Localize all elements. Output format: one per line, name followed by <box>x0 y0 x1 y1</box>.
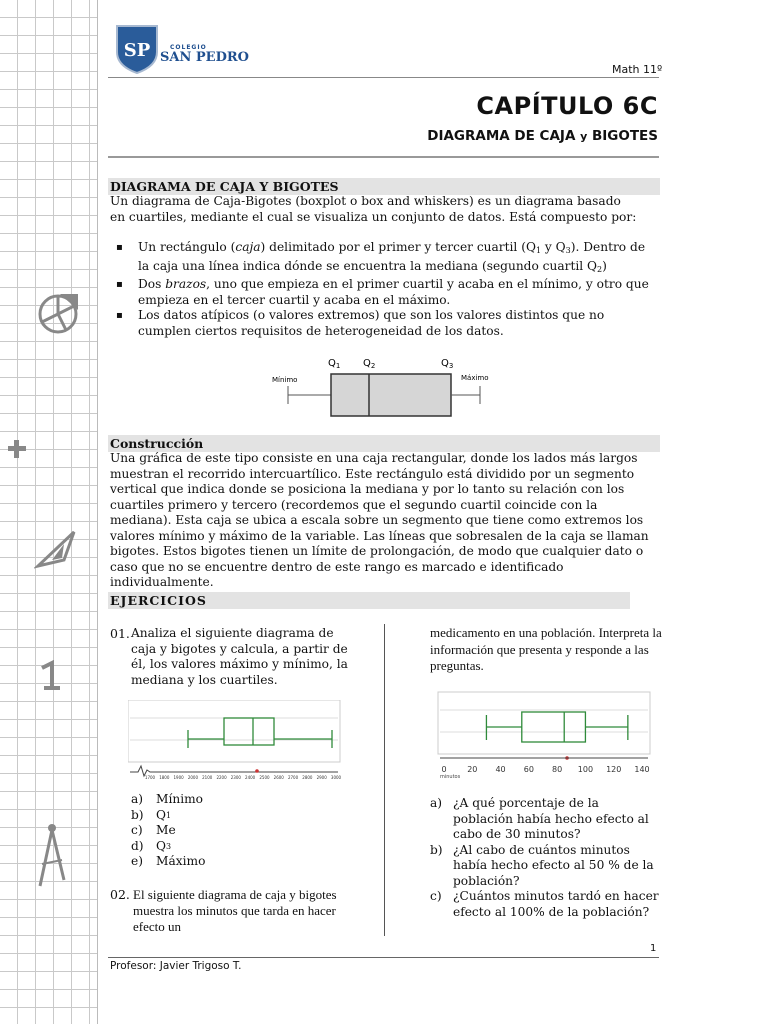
exercise-1-tick-label: 2300 <box>230 775 241 780</box>
exercise-1-item: b) Q 1 <box>131 807 172 822</box>
exercise-1-tick-label: 1800 <box>159 775 170 780</box>
exercise-2-tick-label: 80 <box>552 765 563 774</box>
section-heading-boxplot: DIAGRAMA DE CAJA Y BIGOTES <box>108 178 660 195</box>
column-divider <box>384 624 385 936</box>
compass-icon <box>34 820 74 890</box>
triangle-ruler-icon <box>34 528 78 572</box>
exercise-2-axis-label: minutos <box>440 774 461 780</box>
pie-icon <box>36 290 82 336</box>
subject-label: Math 11º <box>612 63 663 76</box>
exercise-2-tick-label: 40 <box>495 765 506 774</box>
exercise-2-tick-label: 0 <box>441 765 447 774</box>
exercise-1-tick-label: 2200 <box>216 775 227 780</box>
exercise-1-item: d) Q 3 <box>131 838 172 853</box>
bullet-box: ▪ Un rectángulo (caja) delimitado por el primer y tercer cuartil ($Q_1$ y $Q_3$). Dentro de la caja una línea indica dónde se encuentra la mediana (segundo cuartil $Q_2$) <box>110 240 660 277</box>
exercise-2-tick-label: 20 <box>467 765 478 774</box>
max-label: Máximo <box>461 374 489 382</box>
exercise-1-tick-label: 2400 <box>245 775 256 780</box>
exercise-1-tick-label: 2900 <box>316 775 327 780</box>
exercise-2-number: 02. <box>110 887 130 902</box>
exercise-1-item: a) Mínimo <box>131 792 204 806</box>
exercise-1-text: Analiza el siguiente diagrama de caja y bigotes y calcula, a partir de él, los valores máximo y mínimo, la mediana y los cuartiles. <box>131 626 348 687</box>
section-heading-construction: Construcción <box>108 435 660 452</box>
page-number: 1 <box>650 943 657 954</box>
exercise-2-tick-label: 140 <box>634 765 650 774</box>
exercise-1-item: c) Me <box>131 823 176 837</box>
plus-icon <box>6 438 28 460</box>
intro-text: Un diagrama de Caja-Bigotes (boxplot o box and whiskers) es un diagrama basado en cuartiles, mediante el cual se visualiza un conjunto de datos. Está compuesto por: <box>110 194 637 224</box>
exercise-1-number: 01. <box>110 626 130 641</box>
chapter-subtitle: DIAGRAMA DE CAJA y BIGOTES <box>427 128 658 144</box>
number-one-icon <box>36 660 66 692</box>
q3-label: $Q_3$ <box>441 358 454 370</box>
min-label: Mínimo <box>272 376 298 384</box>
exercise-2-question: b) ¿Al cabo de cuántos minutos había hecho efecto al 50 % de la población? <box>430 842 654 888</box>
exercise-1-tick-label: 2500 <box>259 775 270 780</box>
q2-label: $Q_2$ <box>363 358 376 370</box>
exercise-1-axis-ticks <box>145 775 342 780</box>
shield-icon <box>115 24 159 74</box>
exercise-1-tick-label: 2600 <box>273 775 284 780</box>
exercise-1-tick-label: 1900 <box>173 775 184 780</box>
chapter-title: CAPÍTULO 6C <box>476 92 658 120</box>
exercise-2-question: a) ¿A qué porcentaje de la población había hecho efecto al cabo de 30 minutos? <box>430 796 649 841</box>
exercise-1-tick-label: 2000 <box>187 775 199 780</box>
q1-label: $Q_1$ <box>328 358 341 370</box>
exercise-1-tick-label: 2100 <box>202 775 213 780</box>
exercise-2-tick-label: 100 <box>577 765 594 774</box>
footer-rule <box>108 957 659 958</box>
bullet-list <box>110 240 660 339</box>
exercise-2-question: c) ¿Cuántos minutos tardó en hacer efecto al 100% de la población? <box>430 889 659 919</box>
exercise-1-tick-label: 1700 <box>144 775 156 780</box>
school-logo <box>115 24 159 78</box>
exercise-1-tick-label: 3000 <box>330 775 342 780</box>
subtitle-rule <box>108 156 659 158</box>
svg-text:SP: SP <box>123 40 151 61</box>
exercise-1-plot <box>128 700 342 780</box>
header-rule <box>108 77 659 78</box>
bullet-outliers: ▪ Los datos atípicos (o valores extremos) que son los valores distintos que no cumplen ciertos requisitos de heterogeneidad de los datos. <box>110 308 660 339</box>
exercise-1-items <box>131 792 205 870</box>
bullet-whiskers: ▪ Dos brazos, uno que empieza en el primer cuartil y acaba en el mínimo, y otro que empieza en el tercer cuartil y acaba en el máximo. <box>110 277 660 308</box>
box-rect <box>331 374 451 416</box>
logo-small-text: COLEGIO <box>170 44 207 51</box>
exercise-2-questions <box>430 796 660 920</box>
exercise-2-tick-label: 120 <box>606 765 622 774</box>
exercise-1-tick-label: 2800 <box>302 775 313 780</box>
section-heading-exercises: EJERCICIOS <box>108 592 630 609</box>
exercise-2-plot <box>436 690 654 782</box>
exercise-2-tick-label: 60 <box>523 765 534 774</box>
margin-line <box>97 0 98 1024</box>
exercise-1-item: e) Máximo <box>131 854 206 868</box>
logo-name: SAN PEDRO <box>160 50 249 65</box>
construction-text: Una gráfica de este tipo consiste en una caja rectangular, donde los lados más largos muestran el recorrido intercuartílico. Este rectángulo está dividido por un segmento vertical que indica donde se posiciona la mediana y por lo tanto su relación con los cuartiles primero y tercero (recordemos que el segundo cuartil coincide con la mediana). Esta caja se ubica a escala sobre un segmento que tiene como extremos los valores mínimo y máximo de la variable. Las líneas que sobresalen de la caja se llaman bigotes. Estos bigotes tienen un límite de prolongación, de modo que cualquier dato o caso que no se encuentre dentro de este rango es marcado e identificado individualmente. <box>110 451 649 589</box>
exercise-2-axis-ticks <box>441 765 649 774</box>
boxplot-diagram <box>268 352 498 422</box>
teacher-name: Profesor: Javier Trigoso T. <box>110 960 242 972</box>
exercise-1-tick-label: 2700 <box>287 775 299 780</box>
exercise-2-text-b: medicamento en una población. Interpreta la información que presenta y responde a las preguntas. <box>430 625 662 673</box>
exercise-2-text-a: El siguiente diagrama de caja y bigotes muestra los minutos que tarda en hacer efecto un <box>133 887 337 934</box>
